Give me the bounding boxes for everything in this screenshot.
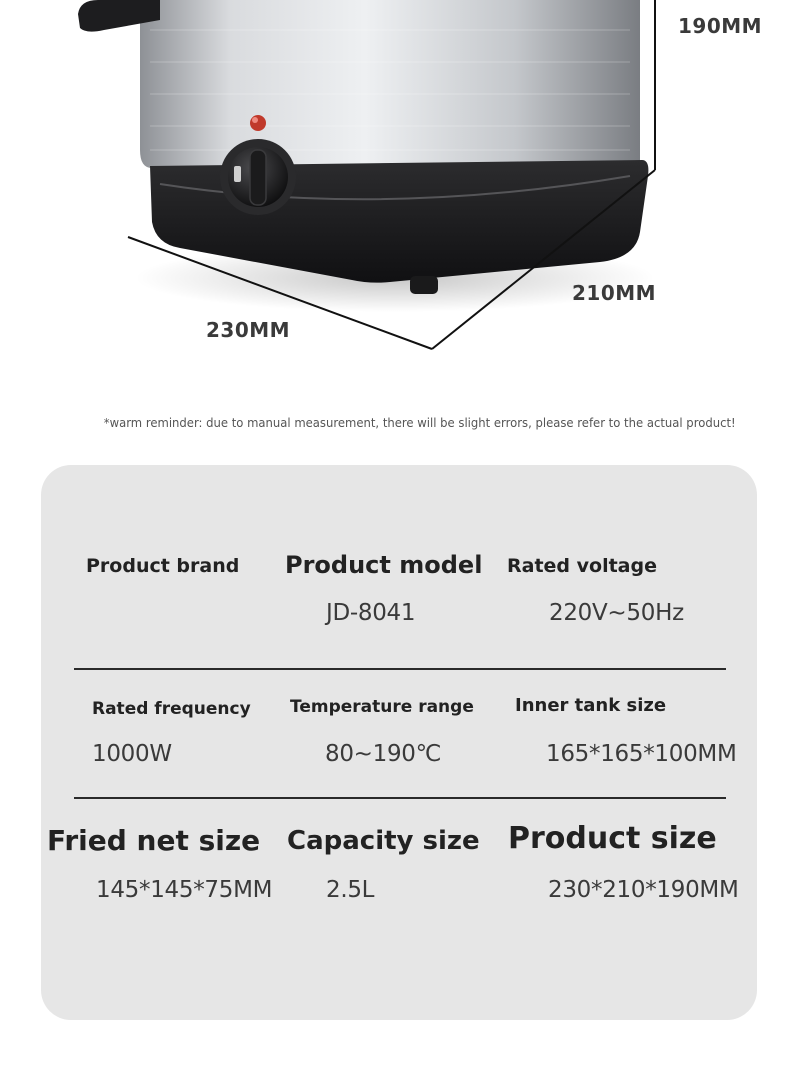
fried-net-size-value: 145*145*75MM	[96, 877, 273, 903]
fryer-product-image	[0, 0, 800, 400]
temperature-range-value: 80~190℃	[325, 741, 442, 767]
product-size-label: Product size	[508, 821, 717, 856]
product-brand-label: Product brand	[86, 555, 240, 577]
product-size-value: 230*210*190MM	[548, 877, 739, 903]
product-model-label: Product model	[285, 551, 483, 579]
temperature-range-label: Temperature range	[290, 697, 474, 717]
fried-net-size-label: Fried net size	[47, 824, 261, 857]
measurement-reminder: *warm reminder: due to manual measurement, there will be slight errors, please refer to the actual product!	[104, 415, 736, 430]
dimension-width-label: 230MM	[206, 318, 291, 342]
inner-tank-size-label: Inner tank size	[515, 695, 667, 716]
dimension-height-label: 190MM	[678, 14, 763, 38]
rated-frequency-value: 1000W	[92, 741, 172, 767]
row-divider	[74, 797, 726, 799]
capacity-size-value: 2.5L	[326, 877, 375, 903]
capacity-size-label: Capacity size	[287, 826, 480, 856]
rated-voltage-value: 220V~50Hz	[549, 600, 684, 626]
dimension-depth-label: 210MM	[572, 281, 657, 305]
fryer-body	[140, 0, 640, 168]
rated-frequency-label: Rated frequency	[92, 699, 251, 719]
fryer-foot	[410, 276, 438, 294]
row-divider	[74, 668, 726, 670]
rated-voltage-label: Rated voltage	[507, 555, 657, 577]
inner-tank-size-value: 165*165*100MM	[546, 741, 737, 767]
product-model-value: JD-8041	[326, 600, 416, 626]
indicator-light	[250, 115, 266, 131]
